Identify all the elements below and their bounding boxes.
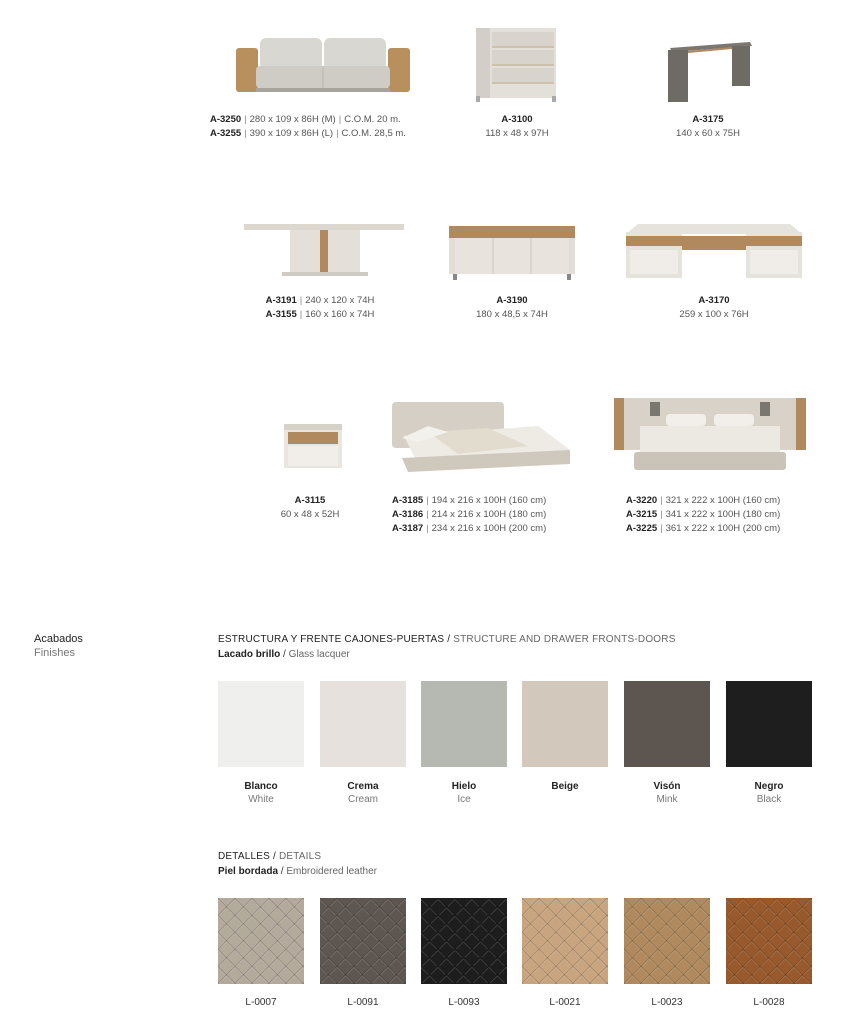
leather-code: L-0007: [245, 997, 277, 1008]
structure-subtitle: Lacado brillo / Glass lacquer: [218, 649, 350, 660]
swatch-name-es: Visón: [653, 781, 681, 792]
leather-swatch-l-0028: [726, 898, 812, 984]
swatch-name-es: Blanco: [244, 781, 278, 792]
structure-title: ESTRUCTURA Y FRENTE CAJONES-PUERTAS / STRUCTURE AND DRAWER FRONTS-DOORS: [218, 634, 676, 645]
sofa-image: [234, 34, 412, 96]
lacquer-swatch-hielo: [421, 681, 507, 767]
lacquer-swatch-label: [320, 780, 406, 806]
finishes-label-es: Acabados: [34, 633, 83, 645]
chest-image: [472, 26, 562, 102]
leather-swatch-l-0091: [320, 898, 406, 984]
lacquer-swatch-visón: [624, 681, 710, 767]
finishes-label: [34, 632, 83, 660]
leather-swatch-l-0023: [624, 898, 710, 984]
lacquer-swatch-label: [726, 780, 812, 806]
leather-code: L-0021: [549, 997, 581, 1008]
swatch-name-es: Hielo: [451, 781, 477, 792]
swatch-name-es: Crema: [347, 781, 379, 792]
swatch-name-en: Cream: [347, 794, 378, 805]
bed-a-image: [388, 398, 574, 478]
lacquer-swatch-blanco: [218, 681, 304, 767]
swatch-name-en: Mink: [656, 794, 678, 805]
bed-a-specs: A-3185 | 194 x 216 x 100H (160 cm) A-3186 | 214 x 216 x 100H (180 cm) A-3187 | 234 x 216 x 100H (200 cm): [392, 495, 547, 534]
lacquer-swatch-beige: [522, 681, 608, 767]
desk-image: [662, 38, 754, 104]
leather-swatch-l-0093: [421, 898, 507, 984]
bed-b-image: [612, 394, 808, 478]
lacquer-swatch-negro: [726, 681, 812, 767]
lacquer-swatch-crema: [320, 681, 406, 767]
leather-code: L-0091: [347, 997, 379, 1008]
chest-specs: A-3100 118 x 48 x 97H: [485, 114, 549, 139]
leather-code: L-0023: [651, 997, 683, 1008]
swatch-name-en: Black: [756, 794, 782, 805]
sideboard-image: [447, 222, 577, 280]
lacquer-swatch-label: [421, 780, 507, 806]
sofa-specs: A-3250 | 280 x 109 x 86H (M) | C.O.M. 20 m. A-3255 | 390 x 109 x 86H (L) | C.O.M. 28,5 m.: [210, 114, 406, 139]
lacquer-swatch-label: [624, 780, 710, 806]
dining-table-specs: A-3191 | 240 x 120 x 74H A-3155 | 160 x 160 x 74H: [265, 295, 375, 320]
big-desk-image: [624, 220, 804, 282]
finishes-label-en: Finishes: [34, 647, 75, 659]
details-title: DETALLES / DETAILS: [218, 851, 322, 862]
leather-swatch-l-0007: [218, 898, 304, 984]
swatch-name-es: Beige: [551, 781, 579, 792]
dining-table-image: [242, 220, 406, 278]
lacquer-swatch-label: [522, 780, 608, 793]
big-desk-specs: A-3170 259 x 100 x 76H: [679, 295, 749, 320]
swatch-name-es: Negro: [754, 781, 784, 792]
nightstand-specs: A-3115 60 x 48 x 52H: [280, 495, 340, 520]
swatch-name-en: Ice: [457, 794, 471, 805]
bed-b-specs: A-3220 | 321 x 222 x 100H (160 cm) A-3215 | 341 x 222 x 100H (180 cm) A-3225 | 361 x 222 x 100H (200 cm): [626, 495, 781, 534]
details-subtitle: Piel bordada / Embroidered leather: [218, 866, 377, 877]
desk-specs: A-3175 140 x 60 x 75H: [676, 114, 740, 139]
lacquer-swatch-label: [218, 780, 304, 806]
swatch-name-en: White: [248, 794, 274, 805]
leather-code: L-0093: [448, 997, 480, 1008]
leather-code: L-0028: [753, 997, 785, 1008]
leather-swatch-l-0021: [522, 898, 608, 984]
nightstand-image: [280, 420, 346, 474]
sideboard-specs: A-3190 180 x 48,5 x 74H: [476, 295, 548, 320]
